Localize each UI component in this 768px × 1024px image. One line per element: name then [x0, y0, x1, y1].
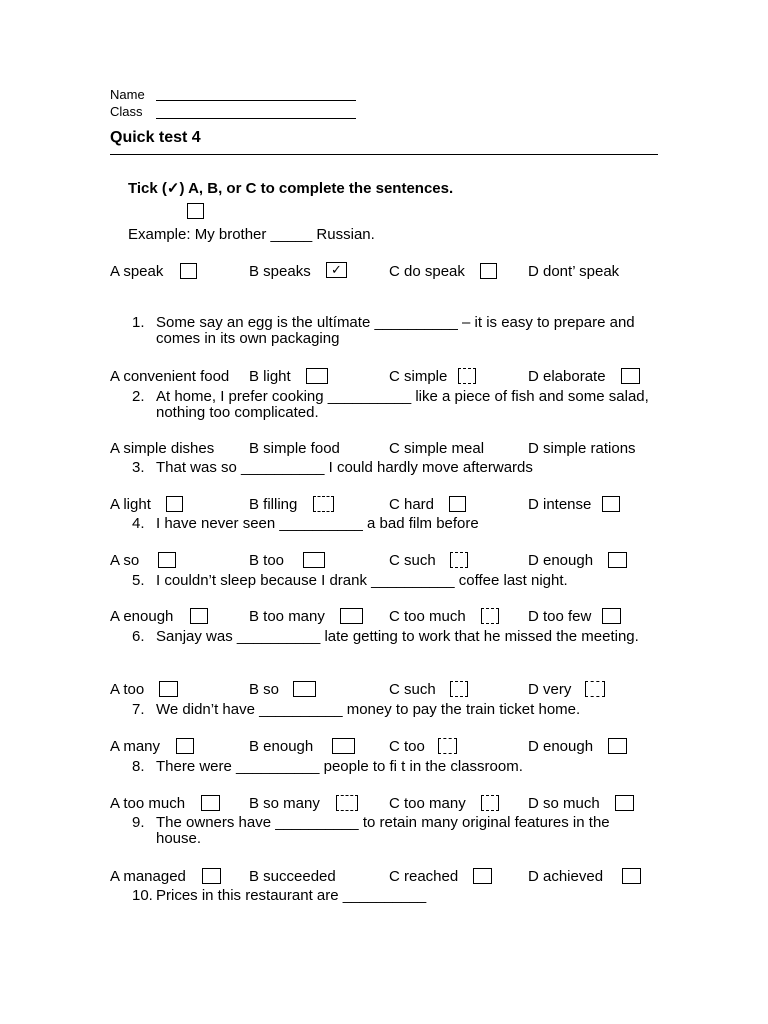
class-label: Class: [110, 104, 143, 119]
name-field[interactable]: [156, 100, 356, 101]
q4-checkbox-c[interactable]: [450, 552, 468, 568]
q3-checkbox-d[interactable]: [602, 496, 620, 512]
page-title: Quick test 4: [110, 129, 201, 146]
question-text: The owners have __________ to retain many original features in the house.: [156, 814, 610, 847]
question-text: Prices in this restaurant are __________: [156, 887, 427, 904]
q8-option-d: D so much: [528, 795, 600, 812]
q7-option-b: B enough: [249, 738, 314, 755]
q3-checkbox-b[interactable]: [313, 496, 334, 512]
q8-checkbox-d[interactable]: [615, 795, 634, 811]
q5-checkbox-d[interactable]: [602, 608, 621, 624]
q5-checkbox-c[interactable]: [481, 608, 499, 624]
q8-checkbox-c[interactable]: [481, 795, 499, 811]
q7-checkbox-d[interactable]: [608, 738, 627, 754]
check-icon: ✓: [331, 262, 342, 277]
question-number: 1.: [132, 314, 145, 331]
q2-option-b: B simple food: [249, 440, 340, 457]
question-text: At home, I prefer cooking __________ like a piece of fish and some salad, nothing too complicated.: [156, 388, 649, 421]
question-number: 4.: [132, 515, 145, 532]
q1-option-d: D elaborate: [528, 368, 606, 385]
q1-option-a: A convenient food: [110, 368, 230, 385]
q9-checkbox-c[interactable]: [473, 868, 492, 884]
example-option-b: B speaks: [249, 263, 311, 280]
example-sentence: Example: My brother _____ Russian.: [128, 226, 375, 243]
class-field[interactable]: [156, 118, 356, 119]
q3-checkbox-c[interactable]: [449, 496, 466, 512]
q6-checkbox-c[interactable]: [450, 681, 468, 697]
q1-checkbox-d[interactable]: [621, 368, 640, 384]
question-text: I couldn’t sleep because I drank __________ coffee last night.: [156, 572, 568, 589]
question-number: 10.: [132, 887, 153, 904]
example-option-a: A speak: [110, 263, 164, 280]
q9-option-c: C reached: [389, 868, 459, 885]
q4-option-d: D enough: [528, 552, 594, 569]
name-label: Name: [110, 87, 145, 102]
q7-checkbox-b[interactable]: [332, 738, 355, 754]
q8-option-a: A too much: [110, 795, 186, 812]
question-2: [132, 388, 652, 421]
q1-checkbox-b[interactable]: [306, 368, 328, 384]
question-text: There were __________ people to fi t in the classroom.: [156, 758, 523, 775]
q7-checkbox-c[interactable]: [438, 738, 457, 754]
q5-checkbox-a[interactable]: [190, 608, 208, 624]
question-text: Some say an egg is the ultímate __________ – it is easy to prepare and comes in its own packaging: [156, 314, 635, 347]
q6-option-c: C such: [389, 681, 436, 698]
question-10: [132, 888, 652, 904]
q4-option-b: B too: [249, 552, 285, 569]
question-7: [132, 702, 652, 718]
q5-option-c: C too much: [389, 608, 466, 625]
q7-option-d: D enough: [528, 738, 594, 755]
question-9: [132, 814, 652, 847]
example-checkbox-a[interactable]: [180, 263, 197, 279]
example-option-d: D dont’ speak: [528, 263, 620, 280]
q5-option-b: B too many: [249, 608, 325, 625]
q3-option-a: A light: [110, 496, 151, 513]
q3-option-b: B filling: [249, 496, 298, 513]
question-text: I have never seen __________ a bad film before: [156, 515, 479, 532]
q6-option-a: A too: [110, 681, 145, 698]
q5-option-d: D too few: [528, 608, 592, 625]
q1-option-b: B light: [249, 368, 291, 385]
q1-option-c: C simple: [389, 368, 448, 385]
q8-option-c: C too many: [389, 795, 466, 812]
q4-checkbox-d[interactable]: [608, 552, 627, 568]
question-number: 7.: [132, 701, 145, 718]
q2-option-d: D simple rations: [528, 440, 636, 457]
q5-checkbox-b[interactable]: [340, 608, 363, 624]
question-text: Sanjay was __________ late getting to work that he missed the meeting.: [156, 628, 639, 645]
q6-checkbox-d[interactable]: [585, 681, 605, 697]
question-text: We didn’t have __________ money to pay the train ticket home.: [156, 701, 581, 718]
q9-option-d: D achieved: [528, 868, 604, 885]
q3-checkbox-a[interactable]: [166, 496, 183, 512]
q6-checkbox-b[interactable]: [293, 681, 316, 697]
example-checkbox-c[interactable]: [480, 263, 497, 279]
instruction-text: Tick (✓) A, B, or C to complete the sentences.: [128, 180, 454, 197]
q4-option-a: A so: [110, 552, 140, 569]
q7-option-a: A many: [110, 738, 161, 755]
question-6: [132, 629, 652, 645]
question-number: 8.: [132, 758, 145, 775]
q3-option-c: C hard: [389, 496, 435, 513]
question-1: [132, 314, 652, 347]
example-option-c: C do speak: [389, 263, 465, 280]
q9-option-a: A managed: [110, 868, 186, 885]
q9-option-b: B succeeded: [249, 868, 336, 885]
q4-option-c: C such: [389, 552, 436, 569]
question-4: [132, 516, 652, 532]
q9-checkbox-d[interactable]: [622, 868, 641, 884]
question-number: 5.: [132, 572, 145, 589]
question-5: [132, 573, 652, 589]
question-number: 6.: [132, 628, 145, 645]
question-number: 2.: [132, 388, 145, 405]
q1-checkbox-c[interactable]: [458, 368, 476, 384]
example-checkbox-b[interactable]: [326, 262, 347, 278]
question-number: 3.: [132, 459, 145, 476]
q8-option-b: B so many: [249, 795, 320, 812]
answer-checkbox[interactable]: [187, 203, 204, 219]
title-divider: [110, 154, 658, 155]
q6-option-d: D very: [528, 681, 572, 698]
q4-checkbox-b[interactable]: [303, 552, 325, 568]
q8-checkbox-a[interactable]: [201, 795, 220, 811]
q9-checkbox-a[interactable]: [202, 868, 221, 884]
q4-checkbox-a[interactable]: [158, 552, 176, 568]
q5-option-a: A enough: [110, 608, 174, 625]
q7-checkbox-a[interactable]: [176, 738, 194, 754]
q7-option-c: C too: [389, 738, 425, 755]
question-text: That was so __________ I could hardly move afterwards: [156, 459, 533, 476]
question-8: [132, 759, 652, 775]
question-number: 9.: [132, 814, 145, 831]
q2-option-a: A simple dishes: [110, 440, 215, 457]
q6-option-b: B so: [249, 681, 280, 698]
question-3: [132, 460, 652, 476]
q3-option-d: D intense: [528, 496, 592, 513]
q2-option-c: C simple meal: [389, 440, 485, 457]
q8-checkbox-b[interactable]: [336, 795, 358, 811]
q6-checkbox-a[interactable]: [159, 681, 178, 697]
